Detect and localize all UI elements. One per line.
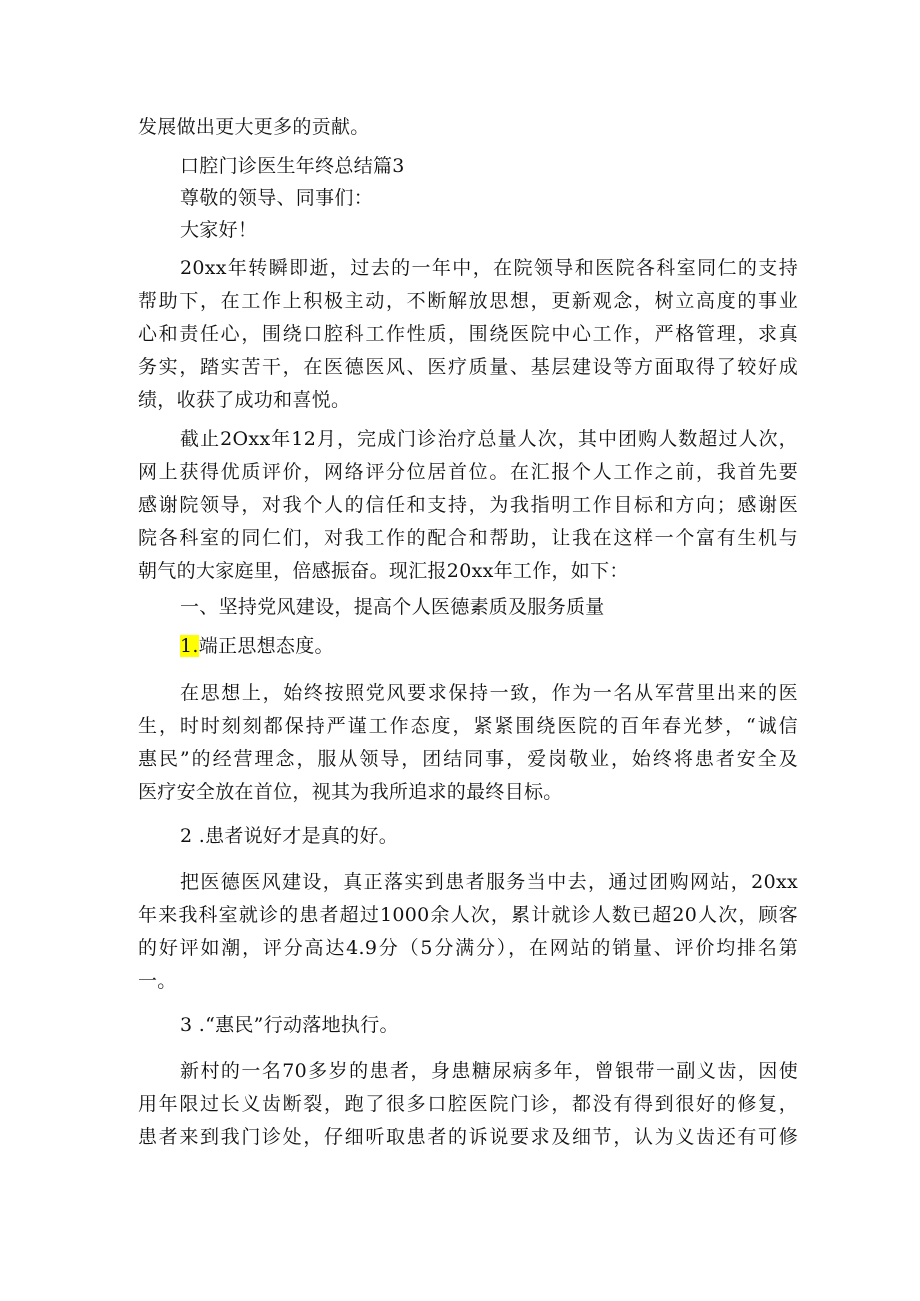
text-line: 院各科室的同仁们，对我工作的配合和帮助，让我在这样一个富有生机与 [138,527,798,549]
text-line: 用年限过长义齿断裂，跑了很多口腔医院门诊，都没有得到很好的修复， [138,1093,798,1115]
text-line: 在思想上，始终按照党风要求保持一致，作为一名从军营里出来的医 [180,682,798,704]
text-line: 发展做出更大更多的贡献。 [138,116,370,138]
text-line: 新村的一名70多岁的患者，身患糖尿病多年，曾银带一副义齿，因使 [180,1060,798,1082]
text-line: 医疗安全放在首位，视其为我所追求的最终目标。 [138,781,563,803]
text-line: 务实，踏实苦干，在医德医风、医疗质量、基层建设等方面取得了较好成 [138,356,798,378]
highlighted-number: 1. [180,635,199,657]
text-line: 帮助下，在工作上积极主动，不断解放思想，更新观念，树立高度的事业 [138,290,798,312]
text-line: 绩，收获了成功和喜悦。 [138,389,351,411]
subheading-3: 3 .“惠民”行动落地执行。 [180,1014,399,1036]
text-line: 感谢院领导，对我个人的信任和支持，为我指明工作目标和方向；感谢医 [138,494,798,516]
text-line: 截止2Oxx年12月，完成门诊治疗总量人次，其中团购人数超过人次， [180,428,798,450]
text-line: 网上获得优质评价，网络评分位居首位。在汇报个人工作之前，我首先要 [138,461,798,483]
text-line: 心和责任心，围绕口腔科工作性质，围绕医院中心工作，严格管理，求真 [138,323,798,345]
salutation: 尊敬的领导、同事们： [180,187,374,209]
text-line: 一。 [138,970,177,992]
text-line: 惠民”的经营理念，服从领导，团结同事，爱岗敬业，始终将患者安全及 [138,748,798,770]
greeting: 大家好！ [180,219,258,241]
text-line: 患者来到我门诊处，仔细听取患者的诉说要求及细节，认为义齿还有可修 [138,1126,798,1148]
subheading-text: 端正思想态度。 [198,635,334,657]
subheading-1 [180,630,798,662]
text-line: 的好评如潮，评分高达4.9分（5分满分），在网站的销量、评价均排名第 [138,937,798,959]
text-line: 生，时时刻刻都保持严谨工作态度，紧紧围绕医院的百年春光梦，“诚信 [138,715,798,737]
subheading-2: 2 .患者说好才是真的好。 [180,825,399,847]
text-line: 20xx年转瞬即逝，过去的一年中，在院领导和医院各科室同仁的支持 [180,257,798,279]
text-line: 朝气的大家庭里，倍感振奋。现汇报20xx年工作，如下： [138,560,629,582]
heading-1: 一、坚持党风建设，提高个人医德素质及服务质量 [180,596,605,618]
section-title: 口腔门诊医生年终总结篇3 [180,155,405,177]
text-line: 年来我科室就诊的患者超过1000余人次，累计就诊人数已超20人次，顾客 [138,904,798,926]
text-line: 把医德医风建设，真正落实到患者服务当中去，通过团购网站，20xx [180,871,798,893]
